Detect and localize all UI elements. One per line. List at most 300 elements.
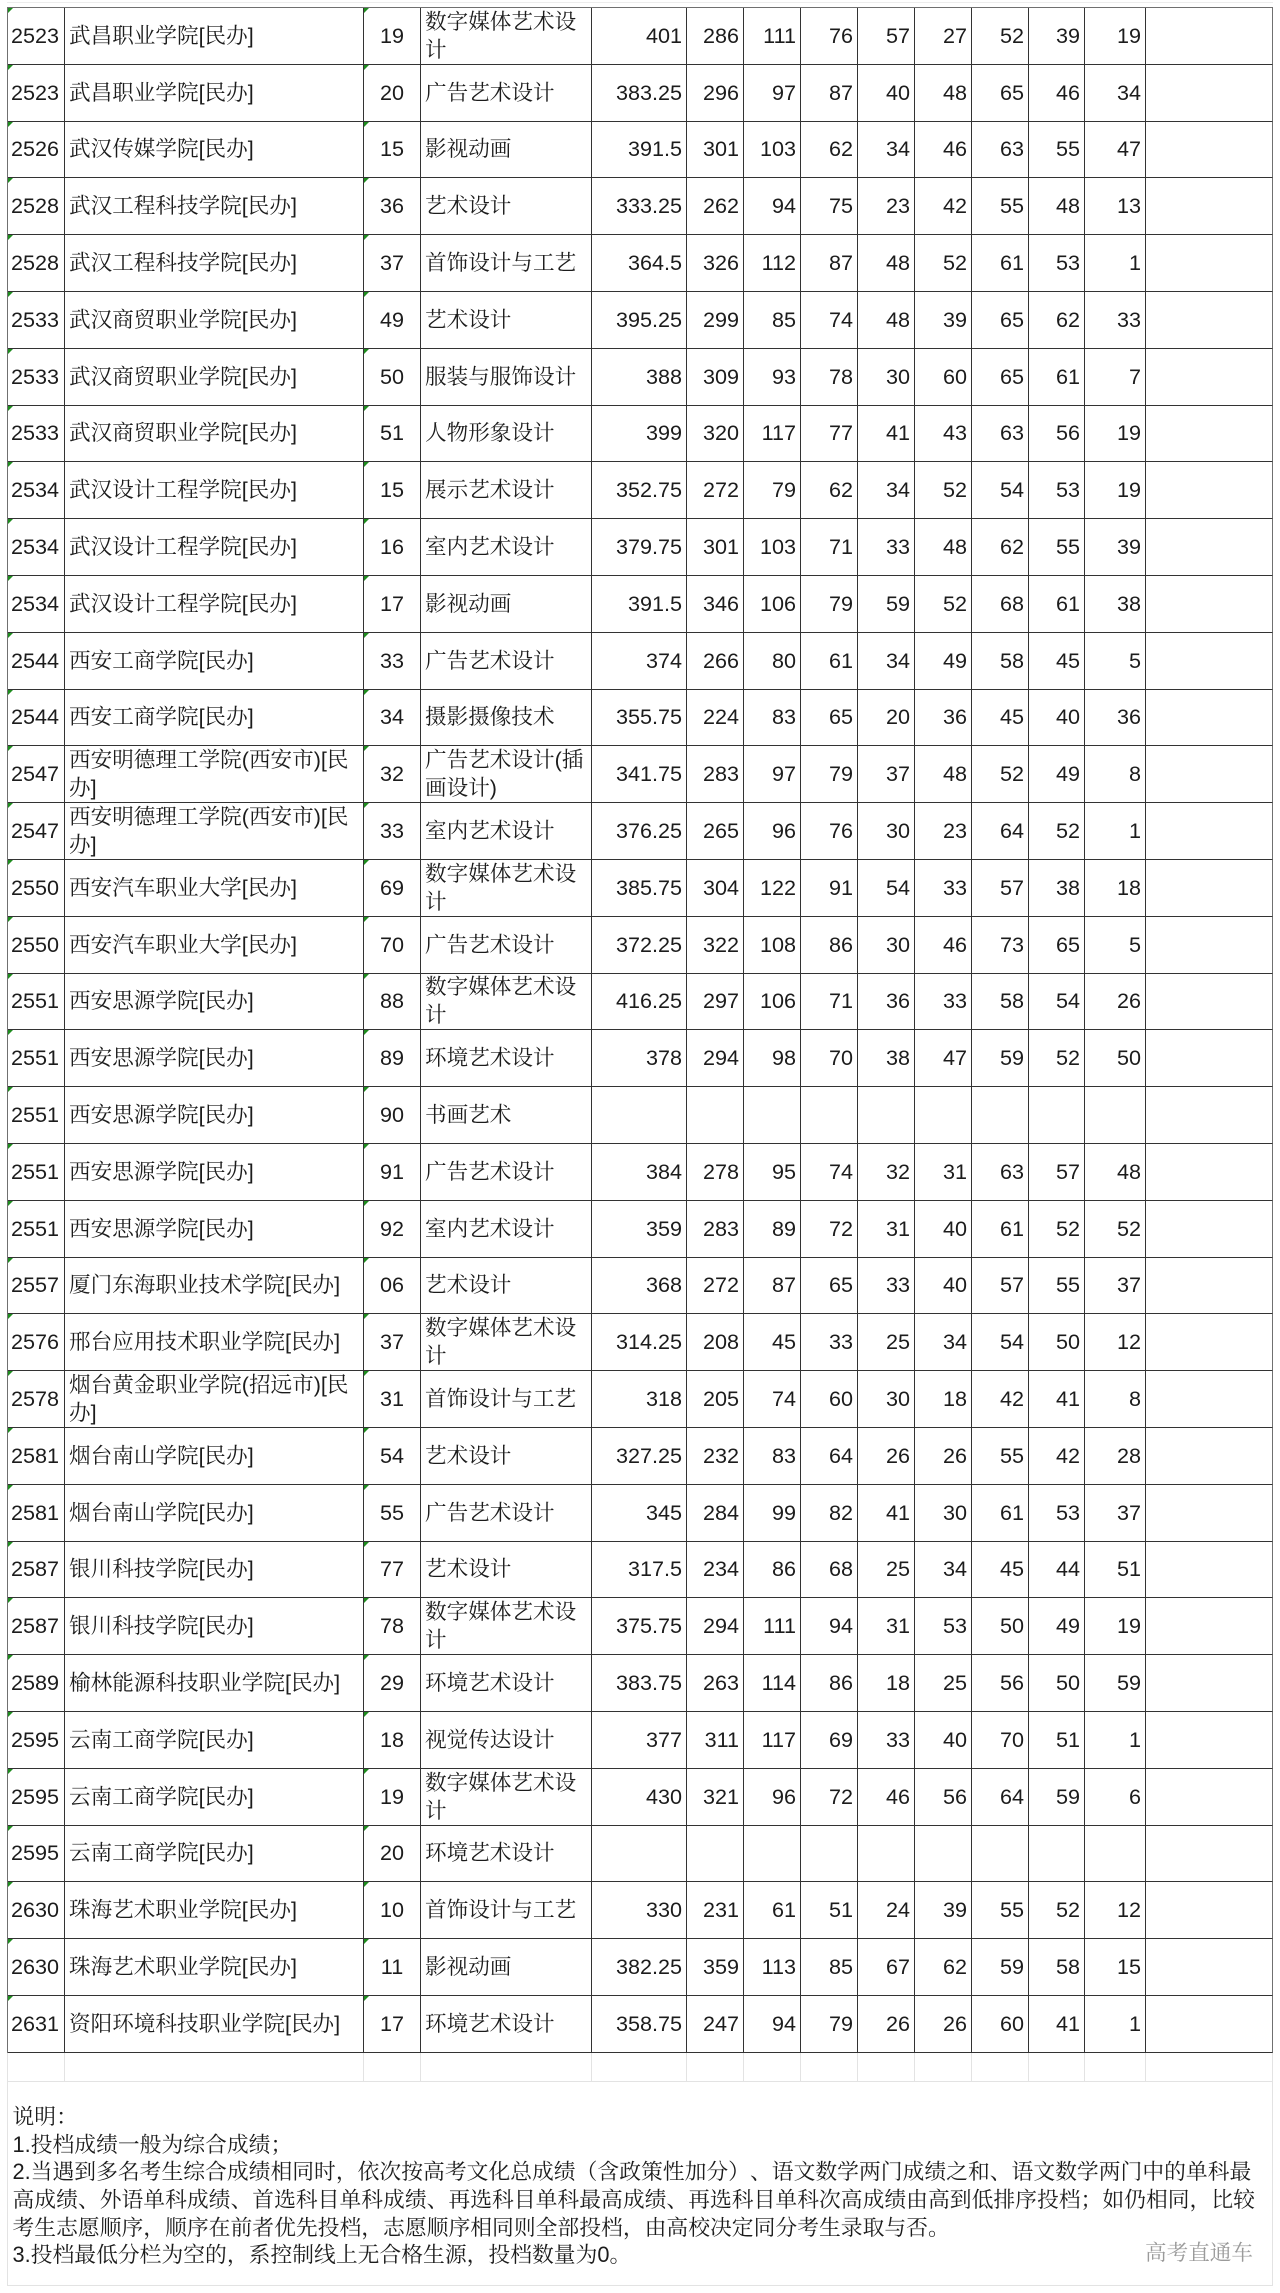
table-row	[8, 65, 1273, 122]
table-row	[8, 1712, 1273, 1769]
score-value: 385.75	[615, 874, 682, 900]
score-cell	[592, 65, 687, 122]
score-value: 73	[999, 931, 1024, 957]
school-name-cell	[65, 122, 364, 179]
major-name: 书画艺术	[425, 1102, 512, 1128]
score-value: 1	[1128, 2010, 1141, 2036]
school-code-cell	[8, 292, 65, 349]
score-value: 61	[999, 1499, 1024, 1525]
score-cell	[972, 974, 1029, 1031]
score-cell	[687, 860, 744, 917]
score-cell	[972, 1542, 1029, 1599]
table-row	[8, 1258, 1273, 1315]
score-value: 322	[702, 931, 739, 957]
score-value: 106	[759, 590, 796, 616]
score-value: 39	[942, 306, 967, 332]
score-value: 374	[645, 647, 682, 673]
school-name: 西安思源学院[民办]	[69, 1158, 254, 1184]
score-value: 82	[828, 1499, 853, 1525]
major-code: 70	[379, 931, 405, 957]
score-value: 58	[1055, 1953, 1080, 1979]
score-cell	[858, 1258, 915, 1315]
school-name: 武汉工程科技学院[民办]	[69, 250, 297, 276]
score-cell	[972, 8, 1029, 65]
school-name: 武汉设计工程学院[民办]	[69, 534, 297, 560]
major-code-cell	[364, 1258, 421, 1315]
number-as-text-marker-icon	[8, 690, 13, 695]
table-row	[8, 1882, 1273, 1939]
number-as-text-marker-icon	[364, 1087, 369, 1092]
score-cell	[1029, 1712, 1085, 1769]
score-value: 52	[942, 590, 967, 616]
score-value: 37	[1116, 1272, 1141, 1298]
score-value: 30	[885, 931, 910, 957]
score-value: 33	[942, 988, 967, 1014]
score-value: 54	[999, 477, 1024, 503]
score-value: 40	[942, 1215, 967, 1241]
score-value: 86	[771, 1556, 796, 1582]
number-as-text-marker-icon	[8, 519, 13, 524]
score-value: 283	[702, 761, 739, 787]
score-cell	[1029, 860, 1085, 917]
score-value: 39	[1116, 534, 1141, 560]
score-cell	[915, 122, 972, 179]
score-cell	[592, 1485, 687, 1542]
school-name-cell	[65, 1201, 364, 1258]
school-name: 武昌职业学院[民办]	[69, 22, 254, 48]
score-value: 55	[1055, 1272, 1080, 1298]
major-name-cell	[421, 803, 592, 860]
score-value: 83	[771, 704, 796, 730]
blank-cell	[1146, 2053, 1273, 2082]
score-value: 31	[942, 1158, 967, 1184]
score-value: 42	[999, 1386, 1024, 1412]
major-name-cell	[421, 1996, 592, 2053]
score-value: 78	[828, 363, 853, 389]
score-cell	[972, 860, 1029, 917]
school-name-cell	[65, 406, 364, 463]
number-as-text-marker-icon	[364, 1428, 369, 1433]
table-row	[8, 1087, 1273, 1144]
number-as-text-marker-icon	[364, 917, 369, 922]
score-value: 304	[702, 874, 739, 900]
score-cell	[801, 803, 858, 860]
score-value: 26	[942, 1442, 967, 1468]
score-cell	[1085, 1201, 1146, 1258]
score-cell	[972, 1258, 1029, 1315]
score-value: 375.75	[615, 1613, 682, 1639]
score-cell	[801, 1314, 858, 1371]
score-value: 6	[1128, 1783, 1141, 1809]
major-code-cell	[364, 1712, 421, 1769]
score-cell	[858, 1371, 915, 1428]
empty-cell	[1146, 974, 1273, 1031]
score-cell	[915, 860, 972, 917]
score-value: 327.25	[615, 1442, 682, 1468]
score-cell	[592, 746, 687, 803]
major-code-cell	[364, 1939, 421, 1996]
score-cell	[1085, 917, 1146, 974]
school-code: 2630	[11, 1897, 60, 1923]
score-cell	[592, 1542, 687, 1599]
score-cell	[972, 1655, 1029, 1712]
score-value: 49	[1055, 761, 1080, 787]
score-cell	[744, 1485, 801, 1542]
major-name-cell	[421, 1939, 592, 1996]
score-value: 32	[885, 1158, 910, 1184]
school-code: 2551	[11, 1045, 60, 1071]
score-value: 359	[702, 1953, 739, 1979]
score-value: 379.75	[615, 534, 682, 560]
score-cell	[687, 1882, 744, 1939]
score-cell	[592, 860, 687, 917]
score-cell	[1029, 1144, 1085, 1201]
score-cell	[1029, 1769, 1085, 1826]
score-cell	[1085, 1030, 1146, 1087]
major-code-cell	[364, 974, 421, 1031]
school-code-cell	[8, 690, 65, 747]
score-cell	[915, 349, 972, 406]
score-value: 65	[1055, 931, 1080, 957]
score-value: 26	[885, 1442, 910, 1468]
score-value: 72	[828, 1215, 853, 1241]
number-as-text-marker-icon	[8, 235, 13, 240]
score-value: 18	[942, 1386, 967, 1412]
school-code: 2595	[11, 1840, 60, 1866]
score-value: 55	[999, 1442, 1024, 1468]
score-cell	[972, 576, 1029, 633]
score-value: 65	[999, 306, 1024, 332]
major-code-cell	[364, 1201, 421, 1258]
score-value: 30	[942, 1499, 967, 1525]
score-cell	[1029, 1030, 1085, 1087]
score-value: 48	[1055, 193, 1080, 219]
score-cell	[915, 462, 972, 519]
table-row	[8, 1996, 1273, 2053]
table-row	[8, 1144, 1273, 1201]
score-value: 341.75	[615, 761, 682, 787]
score-cell	[1085, 974, 1146, 1031]
score-cell	[972, 1598, 1029, 1655]
major-code-cell	[364, 1655, 421, 1712]
score-cell	[972, 462, 1029, 519]
number-as-text-marker-icon	[364, 349, 369, 354]
score-value: 263	[702, 1670, 739, 1695]
major-code: 10	[379, 1897, 405, 1923]
score-cell	[744, 576, 801, 633]
school-code-cell	[8, 8, 65, 65]
empty-cell	[1146, 1314, 1273, 1371]
number-as-text-marker-icon	[8, 1087, 13, 1092]
score-value: 76	[828, 818, 853, 844]
score-value: 87	[771, 1272, 796, 1298]
score-cell	[592, 1258, 687, 1315]
score-cell	[687, 746, 744, 803]
number-as-text-marker-icon	[8, 1769, 13, 1774]
table-row	[8, 746, 1273, 803]
number-as-text-marker-icon	[364, 803, 369, 808]
score-cell	[1029, 1655, 1085, 1712]
major-name: 广告艺术设计(插画设计)	[425, 747, 584, 801]
score-value: 49	[1055, 1613, 1080, 1639]
empty-cell	[1146, 1144, 1273, 1201]
score-value: 60	[942, 363, 967, 389]
empty-cell	[1146, 1882, 1273, 1939]
score-cell	[1029, 1826, 1085, 1883]
major-name: 环境艺术设计	[425, 2010, 555, 2036]
score-value: 8	[1128, 1386, 1141, 1412]
score-value: 5	[1128, 931, 1141, 957]
score-cell	[592, 462, 687, 519]
score-cell	[687, 8, 744, 65]
major-code-cell	[364, 690, 421, 747]
score-cell	[858, 1598, 915, 1655]
score-cell	[972, 1144, 1029, 1201]
score-value: 301	[702, 136, 739, 162]
score-value: 272	[702, 1272, 739, 1298]
major-name-cell	[421, 1144, 592, 1201]
school-code: 2551	[11, 988, 60, 1014]
number-as-text-marker-icon	[8, 1542, 13, 1547]
score-value: 299	[702, 306, 739, 332]
major-name-cell	[421, 65, 592, 122]
score-cell	[744, 1144, 801, 1201]
major-code-cell	[364, 349, 421, 406]
score-value: 64	[999, 818, 1024, 844]
score-value: 63	[999, 1158, 1024, 1184]
score-value: 1	[1128, 1726, 1141, 1752]
major-name: 室内艺术设计	[425, 534, 555, 560]
score-cell	[687, 1655, 744, 1712]
score-cell	[801, 1485, 858, 1542]
major-code-cell	[364, 1996, 421, 2053]
school-name: 西安思源学院[民办]	[69, 1215, 254, 1241]
score-cell	[972, 803, 1029, 860]
score-cell	[744, 746, 801, 803]
score-value: 56	[1055, 420, 1080, 446]
score-value: 395.25	[615, 306, 682, 332]
notes	[13, 2103, 1261, 2269]
number-as-text-marker-icon	[8, 974, 13, 979]
school-code-cell	[8, 1996, 65, 2053]
major-name: 服装与服饰设计	[425, 363, 577, 389]
score-cell	[915, 1712, 972, 1769]
school-code: 2547	[11, 761, 60, 787]
number-as-text-marker-icon	[364, 1655, 369, 1660]
school-name: 厦门东海职业技术学院[民办]	[69, 1272, 341, 1298]
score-cell	[1029, 8, 1085, 65]
score-cell	[801, 633, 858, 690]
score-value: 378	[645, 1045, 682, 1071]
empty-cell	[1146, 633, 1273, 690]
major-code-cell	[364, 65, 421, 122]
score-cell	[1085, 1769, 1146, 1826]
score-cell	[687, 1826, 744, 1883]
major-name: 数字媒体艺术设计	[425, 974, 577, 1028]
score-cell	[915, 1428, 972, 1485]
score-cell	[858, 519, 915, 576]
score-value: 38	[1055, 874, 1080, 900]
score-cell	[592, 1201, 687, 1258]
empty-cell	[1146, 178, 1273, 235]
school-code-cell	[8, 746, 65, 803]
score-value: 266	[702, 647, 739, 673]
score-cell	[972, 65, 1029, 122]
school-name-cell	[65, 1087, 364, 1144]
major-name-cell	[421, 1030, 592, 1087]
score-value: 391.5	[627, 590, 682, 616]
school-name: 西安思源学院[民办]	[69, 1045, 254, 1071]
score-cell	[858, 1996, 915, 2053]
score-cell	[972, 1371, 1029, 1428]
number-as-text-marker-icon	[364, 633, 369, 638]
score-value: 34	[885, 477, 910, 503]
score-value: 30	[885, 1386, 910, 1412]
major-code-cell	[364, 1882, 421, 1939]
score-cell	[915, 1314, 972, 1371]
score-cell	[592, 1087, 687, 1144]
school-code-cell	[8, 1371, 65, 1428]
table-row	[8, 519, 1273, 576]
school-name: 云南工商学院[民办]	[69, 1783, 254, 1809]
school-code-cell	[8, 1655, 65, 1712]
score-value: 51	[828, 1897, 853, 1923]
school-name: 资阳环境科技职业学院[民办]	[69, 2010, 341, 2036]
major-code: 17	[379, 590, 405, 616]
major-code-cell	[364, 1542, 421, 1599]
score-value: 33	[1116, 306, 1141, 332]
score-value: 20	[885, 704, 910, 730]
school-code: 2581	[11, 1499, 60, 1525]
school-code-cell	[8, 1542, 65, 1599]
score-value: 94	[828, 1613, 853, 1639]
score-cell	[687, 1314, 744, 1371]
blank-cell	[364, 2053, 421, 2082]
score-cell	[858, 178, 915, 235]
school-name-cell	[65, 235, 364, 292]
number-as-text-marker-icon	[8, 1258, 13, 1263]
score-value: 330	[645, 1897, 682, 1923]
school-name: 武汉商贸职业学院[民办]	[69, 306, 297, 332]
blank-cell	[858, 2053, 915, 2082]
empty-cell	[1146, 1826, 1273, 1883]
score-cell	[687, 576, 744, 633]
school-code-cell	[8, 974, 65, 1031]
major-name: 首饰设计与工艺	[425, 250, 577, 276]
school-name: 烟台黄金职业学院(招远市)[民办]	[69, 1372, 349, 1426]
major-code-cell	[364, 292, 421, 349]
major-name-cell	[421, 1542, 592, 1599]
school-name: 烟台南山学院[民办]	[69, 1499, 254, 1525]
score-cell	[858, 576, 915, 633]
major-name: 广告艺术设计	[425, 1499, 555, 1525]
empty-cell	[1146, 576, 1273, 633]
score-cell	[972, 349, 1029, 406]
score-cell	[972, 1882, 1029, 1939]
major-code: 32	[379, 761, 405, 787]
number-as-text-marker-icon	[8, 406, 13, 411]
score-cell	[1085, 349, 1146, 406]
number-as-text-marker-icon	[8, 178, 13, 183]
score-cell	[858, 690, 915, 747]
score-cell	[687, 1201, 744, 1258]
score-cell	[1085, 690, 1146, 747]
score-value: 52	[942, 250, 967, 276]
score-value: 52	[1055, 1897, 1080, 1923]
score-value: 321	[702, 1783, 739, 1809]
major-code-cell	[364, 860, 421, 917]
school-code: 2550	[11, 931, 60, 957]
score-cell	[915, 519, 972, 576]
score-cell	[858, 406, 915, 463]
score-cell	[592, 1882, 687, 1939]
score-value: 112	[761, 250, 796, 276]
score-value: 42	[942, 193, 967, 219]
score-cell	[972, 1030, 1029, 1087]
score-value: 5	[1128, 647, 1141, 673]
score-cell	[1029, 178, 1085, 235]
score-cell	[915, 65, 972, 122]
score-cell	[592, 974, 687, 1031]
score-cell	[687, 1598, 744, 1655]
blank-cell	[915, 2053, 972, 2082]
score-value: 296	[702, 79, 739, 105]
score-cell	[858, 1882, 915, 1939]
school-name-cell	[65, 519, 364, 576]
score-value: 40	[942, 1272, 967, 1298]
major-name-cell	[421, 974, 592, 1031]
school-code-cell	[8, 1144, 65, 1201]
score-cell	[687, 803, 744, 860]
score-value: 46	[942, 931, 967, 957]
score-value: 36	[942, 704, 967, 730]
score-cell	[801, 1769, 858, 1826]
major-code: 17	[379, 2010, 405, 2036]
score-value: 284	[702, 1499, 739, 1525]
number-as-text-marker-icon	[8, 1826, 13, 1831]
number-as-text-marker-icon	[8, 1882, 13, 1887]
major-code: 15	[379, 477, 405, 503]
school-code-cell	[8, 406, 65, 463]
score-cell	[801, 1939, 858, 1996]
score-value: 79	[828, 2010, 853, 2036]
score-value: 33	[828, 1329, 853, 1355]
school-name: 武汉设计工程学院[民办]	[69, 477, 297, 503]
score-value: 46	[942, 136, 967, 162]
score-value: 26	[1116, 988, 1141, 1014]
score-value: 388	[645, 363, 682, 389]
blank-cell	[592, 2053, 687, 2082]
score-cell	[858, 1712, 915, 1769]
major-name: 人物形象设计	[425, 420, 555, 446]
score-cell	[858, 65, 915, 122]
number-as-text-marker-icon	[364, 519, 369, 524]
number-as-text-marker-icon	[364, 292, 369, 297]
score-cell	[744, 1371, 801, 1428]
major-name: 首饰设计与工艺	[425, 1386, 577, 1412]
blank-cell	[687, 2053, 744, 2082]
school-code: 2526	[11, 136, 60, 162]
score-value: 113	[761, 1953, 796, 1979]
score-value: 111	[763, 1613, 796, 1639]
number-as-text-marker-icon	[8, 746, 13, 751]
empty-cell	[1146, 1655, 1273, 1712]
school-code-cell	[8, 349, 65, 406]
school-code-cell	[8, 633, 65, 690]
empty-cell	[1146, 1258, 1273, 1315]
score-cell	[687, 65, 744, 122]
score-value: 23	[942, 818, 967, 844]
